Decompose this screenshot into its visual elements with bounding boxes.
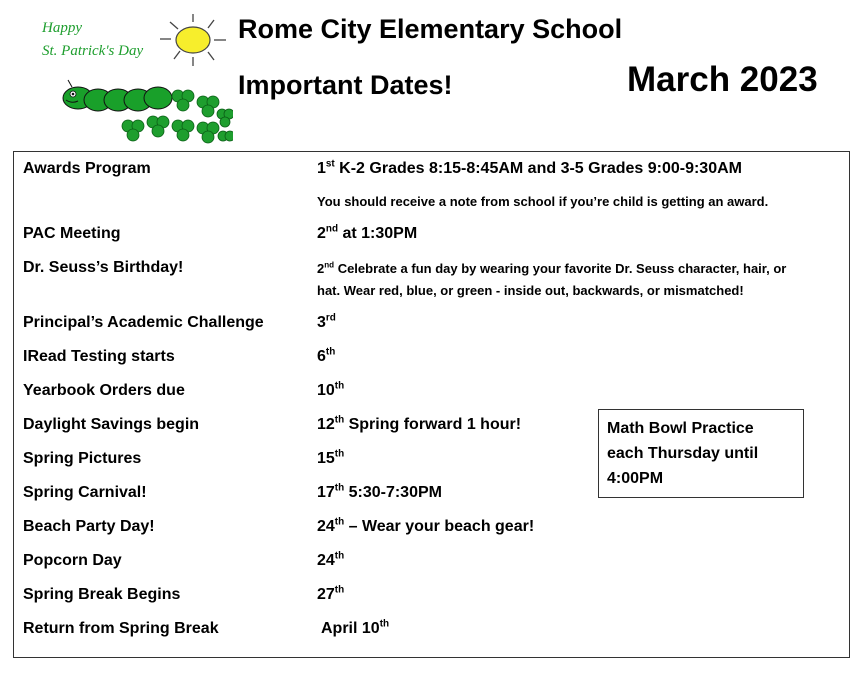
event-detail: 6th xyxy=(317,346,336,365)
event-detail: 12th Spring forward 1 hour! xyxy=(317,414,522,433)
event-name: Awards Program xyxy=(23,160,151,177)
event-detail: 3rd xyxy=(317,312,336,331)
event-name: Spring Carnival! xyxy=(23,484,147,501)
event-name: Yearbook Orders due xyxy=(23,382,185,399)
event-detail: 2nd at 1:30PM xyxy=(317,223,418,242)
month-title: March 2023 xyxy=(627,60,818,99)
logo-stpatricks-text: St. Patrick's Day xyxy=(42,43,144,59)
caterpillar-icon xyxy=(63,80,172,111)
event-detail: 2nd Celebrate a fun day by wearing your favorite Dr. Seuss character, hair, or xyxy=(317,260,787,276)
logo-happy-text: Happy xyxy=(42,20,82,36)
event-detail: 15th xyxy=(317,448,345,467)
event-name: Spring Pictures xyxy=(23,450,142,467)
event-name: Return from Spring Break xyxy=(23,620,219,637)
note-line: each Thursday until xyxy=(607,445,759,462)
event-name: Daylight Savings begin xyxy=(23,416,200,433)
note-line: Math Bowl Practice xyxy=(607,420,754,437)
events-box xyxy=(13,151,850,658)
event-name: Principal’s Academic Challenge xyxy=(23,314,264,331)
event-detail-line2: hat. Wear red, blue, or green - inside out, backwards, or mismatched! xyxy=(317,283,744,298)
page-subtitle: Important Dates! xyxy=(238,70,453,100)
math-bowl-note xyxy=(598,409,804,498)
event-detail: 17th 5:30-7:30PM xyxy=(317,482,442,501)
event-name: Spring Break Begins xyxy=(23,586,181,603)
event-name: Dr. Seuss’s Birthday! xyxy=(23,259,184,276)
school-name: Rome City Elementary School xyxy=(238,14,623,44)
event-detail: 1st K-2 Grades 8:15-8:45AM and 3-5 Grades 9:00-9:30AM xyxy=(317,158,742,177)
event-name: IRead Testing starts xyxy=(23,348,175,365)
note-line: 4:00PM xyxy=(607,470,664,487)
event-name: PAC Meeting xyxy=(23,225,121,242)
event-detail: 24th xyxy=(317,550,345,569)
event-detail: 27th xyxy=(317,584,345,603)
event-detail: 24th – Wear your beach gear! xyxy=(317,516,535,535)
event-name: Beach Party Day! xyxy=(23,518,155,535)
sun-icon xyxy=(160,14,226,66)
event-detail: April 10th xyxy=(321,618,390,637)
event-detail: 10th xyxy=(317,380,345,399)
st-patricks-logo xyxy=(38,10,233,145)
event-name: Popcorn Day xyxy=(23,552,122,569)
event-note: You should receive a note from school if you’re child is getting an award. xyxy=(317,194,769,209)
